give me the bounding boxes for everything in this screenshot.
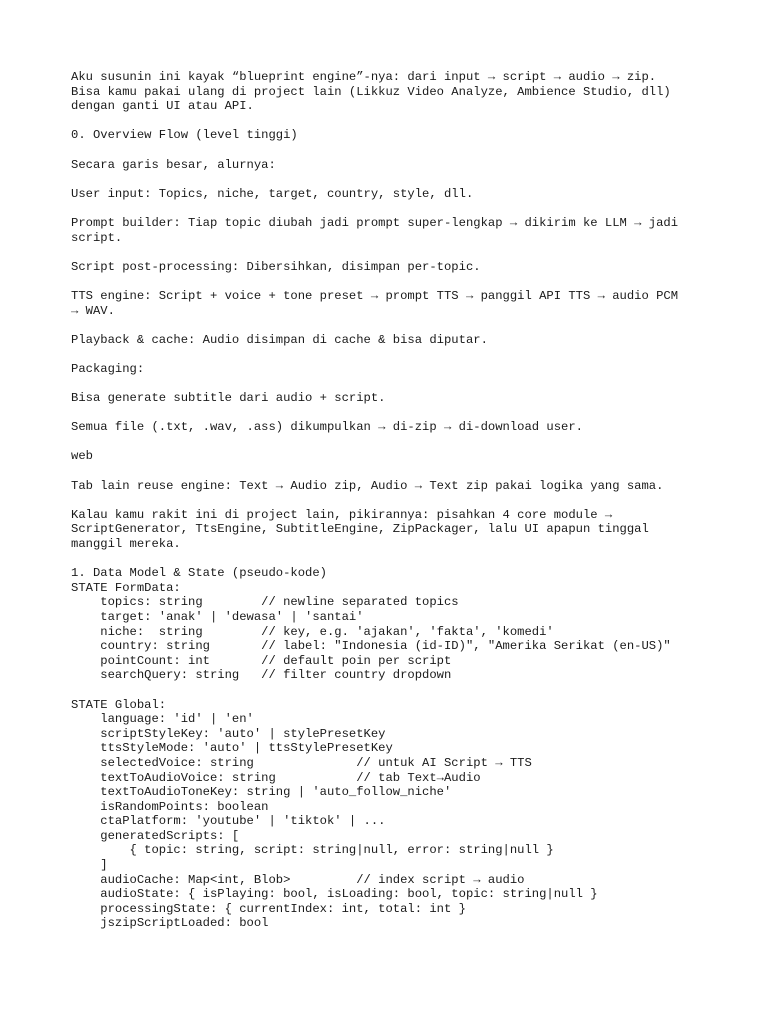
- paragraph-packaging: Packaging:: [71, 361, 145, 376]
- code-line: { topic: string, script: string|null, error: string|null }: [71, 843, 554, 858]
- code-line: scriptStyleKey: 'auto' | stylePresetKey: [71, 726, 386, 741]
- code-line: niche: string // key, e.g. 'ajakan', 'fakta', 'komedi': [71, 624, 554, 639]
- code-line: audioCache: Map<int, Blob> // index script → audio: [71, 872, 525, 887]
- paragraph-subtitle: Bisa generate subtitle dari audio + script.: [71, 391, 386, 406]
- paragraph-zip-files: Semua file (.txt, .wav, .ass) dikumpulkan → di-zip → di-download user.: [71, 420, 583, 435]
- code-line: target: 'anak' | 'dewasa' | 'santai': [71, 609, 364, 624]
- paragraph-post-processing: Script post-processing: Dibersihkan, disimpan per-topic.: [71, 259, 481, 274]
- paragraph-prompt-builder: Prompt builder: Tiap topic diubah jadi prompt super-lengkap → dikirim ke LLM → jadi script.: [71, 215, 679, 245]
- code-line: 1. Data Model & State (pseudo-kode): [71, 566, 327, 581]
- code-line: topics: string // newline separated topics: [71, 595, 459, 610]
- code-line: generatedScripts: [: [71, 828, 240, 843]
- code-line: STATE Global:: [71, 697, 167, 712]
- code-line: textToAudioVoice: string // tab Text→Audio: [71, 770, 481, 785]
- code-line: processingState: { currentIndex: int, total: int }: [71, 901, 466, 916]
- code-line: isRandomPoints: boolean: [71, 799, 269, 814]
- paragraph-web: web: [71, 449, 93, 464]
- code-line: ttsStyleMode: 'auto' | ttsStylePresetKey: [71, 741, 393, 756]
- paragraph-user-input: User input: Topics, niche, target, country, style, dll.: [71, 186, 474, 201]
- code-block-global-state: [71, 698, 731, 932]
- code-line: ctaPlatform: 'youtube' | 'tiktok' | ...: [71, 814, 386, 829]
- code-line: ]: [71, 858, 108, 873]
- code-line: textToAudioToneKey: string | 'auto_follow_niche': [71, 785, 452, 800]
- code-block-formdata: [71, 566, 731, 683]
- paragraph-tts-engine: TTS engine: Script + voice + tone preset → prompt TTS → panggil API TTS → audio PCM → WAV.: [71, 288, 679, 318]
- document-page: [71, 70, 731, 946]
- code-line: STATE FormData:: [71, 580, 181, 595]
- intro-paragraph: Aku susunin ini kayak “blueprint engine”-nya: dari input → script → audio → zip. Bisa kamu pakai ulang di project lain (Likkuz Video Analyze, Ambience Studio, dll) dengan ganti UI atau API.: [71, 70, 671, 114]
- code-line: country: string // label: "Indonesia (id-ID)", "Amerika Serikat (en-US)": [71, 639, 671, 654]
- code-line: language: 'id' | 'en': [71, 712, 254, 727]
- code-line: jszipScriptLoaded: bool: [71, 916, 269, 931]
- code-line: selectedVoice: string // untuk AI Script → TTS: [71, 755, 532, 770]
- paragraph-playback-cache: Playback & cache: Audio disimpan di cache & bisa diputar.: [71, 332, 488, 347]
- paragraph-core-modules: Kalau kamu rakit ini di project lain, pikirannya: pisahkan 4 core module → ScriptGenerator, TtsEngine, SubtitleEngine, ZipPackager, lalu UI apapun tinggal manggil mereka.: [71, 507, 649, 551]
- paragraph-flow-intro: Secara garis besar, alurnya:: [71, 157, 276, 172]
- code-line: pointCount: int // default poin per script: [71, 653, 452, 668]
- code-line: audioState: { isPlaying: bool, isLoading: bool, topic: string|null }: [71, 887, 598, 902]
- paragraph-tab-reuse: Tab lain reuse engine: Text → Audio zip, Audio → Text zip pakai logika yang sama.: [71, 478, 664, 493]
- code-line: searchQuery: string // filter country dropdown: [71, 668, 452, 683]
- section-heading-overview: 0. Overview Flow (level tinggi): [71, 128, 298, 143]
